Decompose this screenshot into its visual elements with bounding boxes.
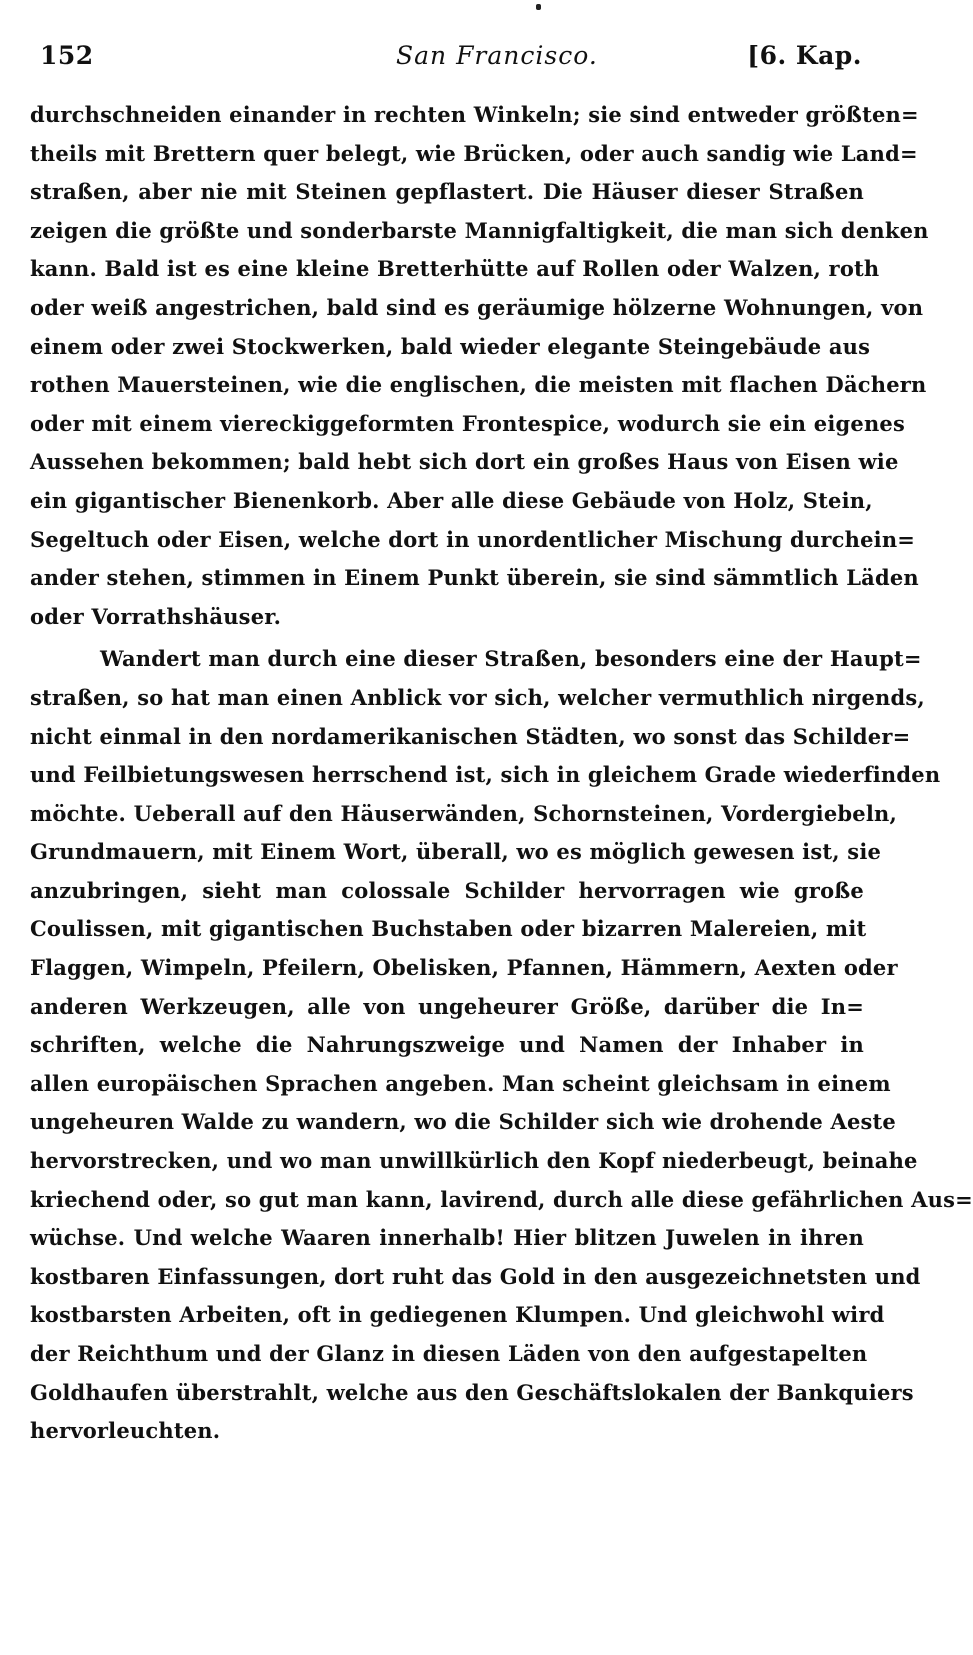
text-line: Aussehen bekommen; bald hebt sich dort ein großes Haus von Eisen wie — [30, 449, 899, 475]
page-number: 152 — [40, 41, 94, 70]
text-line: und Feilbietungswesen herrschend ist, sich in gleichem Grade wiederfinden — [30, 762, 941, 788]
text-line: hervorstrecken, und wo man unwillkürlich den Kopf niederbeugt, beinahe — [30, 1148, 918, 1174]
text-line: allen europäischen Sprachen angeben. Man scheint gleichsam in einem — [30, 1070, 891, 1096]
text-line: wüchse. Und welche Waaren innerhalb! Hier blitzen Juwelen in ihren — [30, 1225, 864, 1251]
text-line: oder Vorrathshäuser. — [30, 603, 282, 629]
text-line: rothen Mauersteinen, wie die englischen, die meisten mit flachen Dächern — [30, 372, 927, 398]
text-line: anzubringen, sieht man colossale Schilder hervorragen wie große — [30, 877, 864, 903]
text-line: Coulissen, mit gigantischen Buchstaben oder bizarren Malereien, mit — [30, 916, 867, 942]
text-line: straßen, aber nie mit Steinen gepflastert. Die Häuser dieser Straßen — [30, 179, 864, 205]
text-line: kostbarsten Arbeiten, oft in gediegenen Klumpen. Und gleichwohl wird — [30, 1302, 885, 1328]
print-speck — [536, 4, 541, 10]
text-line: Goldhaufen überstrahlt, welche aus den Geschäftslokalen der Bankquiers — [30, 1379, 914, 1405]
text-line: Segeltuch oder Eisen, welche dort in unordentlicher Mischung durchein= — [30, 526, 916, 552]
text-line: oder weiß angestrichen, bald sind es geräumige hölzerne Wohnungen, von — [30, 294, 924, 320]
text-line: straßen, so hat man einen Anblick vor sich, welcher vermuthlich nirgends, — [30, 684, 925, 710]
text-line: zeigen die größte und sonderbarste Mannigfaltigkeit, die man sich denken — [30, 217, 929, 243]
text-line: der Reichthum und der Glanz in diesen Läden von den aufgestapelten — [30, 1341, 868, 1366]
text-line: oder mit einem viereckiggeformten Frontespice, wodurch sie ein eigenes — [30, 410, 905, 436]
chapter-reference: [6. Kap. — [747, 41, 862, 70]
text-line: nicht einmal in den nordamerikanischen Städten, wo sonst das Schilder= — [30, 723, 911, 749]
text-line: durchschneiden einander in rechten Winkeln; sie sind entweder größten= — [30, 102, 919, 127]
text-line: Grundmauern, mit Einem Wort, überall, wo es möglich gewesen ist, sie — [30, 839, 882, 865]
text-line: anderen Werkzeugen, alle von ungeheurer Größe, darüber die In= — [30, 993, 864, 1019]
text-line: kann. Bald ist es eine kleine Bretterhütte auf Rollen oder Walzen, roth — [30, 256, 880, 282]
running-title: San Francisco. — [396, 41, 598, 70]
page-header — [36, 36, 866, 76]
text-line: ungeheuren Walde zu wandern, wo die Schilder sich wie drohende Aeste — [30, 1109, 896, 1135]
text-line: Flaggen, Wimpeln, Pfeilern, Obelisken, Pfannen, Hämmern, Aexten oder — [30, 955, 898, 981]
text-line: möchte. Ueberall auf den Häuserwänden, Schornsteinen, Vordergiebeln, — [30, 800, 898, 826]
text-line: Wandert man durch eine dieser Straßen, besonders eine der Haupt= — [100, 646, 922, 672]
text-line: hervorleuchten. — [30, 1418, 221, 1444]
paragraph-2 — [30, 640, 973, 1450]
body-text — [30, 96, 973, 1451]
text-line: schriften, welche die Nahrungszweige und Namen der Inhaber in — [30, 1032, 864, 1058]
text-line: ein gigantischer Bienenkorb. Aber alle diese Gebäude von Holz, Stein, — [30, 487, 873, 513]
text-line: ander stehen, stimmen in Einem Punkt überein, sie sind sämmtlich Läden — [30, 565, 919, 591]
paragraph-1 — [30, 96, 929, 636]
text-line: kriechend oder, so gut man kann, lavirend, durch alle diese gefährlichen Aus= — [30, 1186, 973, 1212]
text-line: einem oder zwei Stockwerken, bald wieder elegante Steingebäude aus — [30, 333, 871, 359]
text-line: kostbaren Einfassungen, dort ruht das Gold in den ausgezeichnetsten und — [30, 1263, 921, 1289]
text-line: theils mit Brettern quer belegt, wie Brücken, oder auch sandig wie Land= — [30, 140, 918, 166]
